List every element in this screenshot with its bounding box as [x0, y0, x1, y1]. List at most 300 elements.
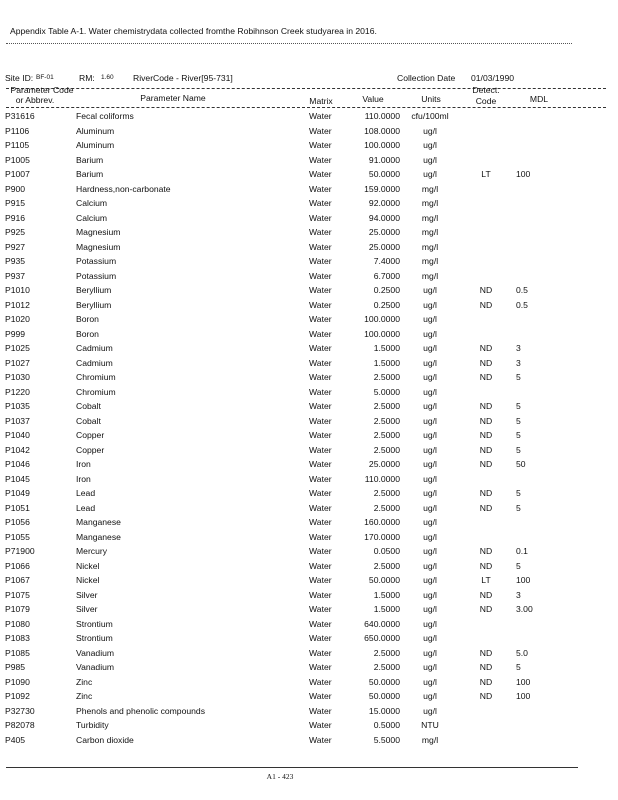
row-units: ug/l [423, 531, 437, 542]
row-parameter-name: Carbon dioxide [76, 734, 134, 745]
row-detect-code: ND [479, 401, 493, 411]
row-code: P900 [5, 183, 26, 194]
row-value: 2.5000 [373, 560, 400, 571]
row-value: 50.0000 [368, 169, 400, 179]
row-detect-code: LT [481, 169, 491, 179]
row-code: P1049 [5, 488, 30, 498]
row-code: P1025 [5, 343, 30, 353]
row-code: P1027 [5, 357, 30, 368]
row-units: ug/l [423, 705, 437, 716]
row-code: P1007 [5, 169, 30, 179]
row-parameter-name: Calcium [76, 198, 108, 208]
row-value: 50.0000 [368, 691, 400, 701]
row-matrix: Water [309, 256, 332, 266]
row-code: P1079 [5, 604, 30, 614]
row-mdl: 0.5 [516, 299, 528, 310]
site-info-line [5, 73, 605, 85]
row-mdl: 5 [516, 430, 521, 440]
row-code: P937 [5, 270, 26, 281]
site-id-label: Site ID: [5, 73, 34, 83]
row-matrix: Water [309, 662, 332, 672]
collection-date-label: Collection Date [397, 73, 456, 83]
header-code-line1: Parameter Code [10, 85, 74, 95]
row-matrix: Water [309, 531, 332, 542]
row-mdl: 0.5 [516, 285, 528, 295]
row-parameter-name: Manganese [76, 517, 121, 527]
row-matrix: Water [309, 386, 332, 397]
row-parameter-name: Iron [76, 459, 91, 469]
table-row [0, 631, 618, 646]
row-parameter-name: Nickel [76, 575, 100, 585]
row-parameter-name: Vanadium [76, 647, 115, 658]
row-parameter-name: Aluminum [76, 140, 115, 150]
row-mdl: 5 [516, 415, 521, 426]
row-code: P916 [5, 212, 26, 223]
row-units: mg/l [421, 198, 439, 208]
row-matrix: Water [309, 183, 332, 194]
row-detect-code: ND [479, 357, 493, 368]
row-matrix: Water [309, 212, 332, 223]
table-row [0, 399, 618, 414]
row-code: P1056 [5, 517, 30, 527]
row-matrix: Water [309, 299, 332, 310]
row-mdl: 3 [516, 357, 521, 368]
row-units: ug/l [423, 604, 437, 614]
row-mdl: 5 [516, 401, 521, 411]
row-value: 1.5000 [373, 357, 400, 368]
row-code: P1046 [5, 459, 30, 469]
row-value: 0.2500 [373, 299, 400, 310]
row-detect-code: ND [479, 285, 493, 295]
row-parameter-name: Barium [76, 154, 104, 165]
row-value: 2.5000 [373, 430, 400, 440]
row-code: P925 [5, 227, 26, 237]
page-number: A1 - 423 [266, 772, 294, 781]
row-mdl: 100 [516, 691, 531, 701]
row-units: ug/l [423, 488, 437, 498]
row-matrix: Water [309, 357, 332, 368]
row-units: ug/l [423, 459, 437, 469]
row-matrix: Water [309, 720, 332, 730]
row-units: ug/l [423, 328, 437, 339]
table-row [0, 327, 618, 342]
row-matrix: Water [309, 372, 332, 382]
table-row [0, 109, 618, 124]
row-parameter-name: Potassium [76, 256, 117, 266]
row-parameter-name: Beryllium [76, 285, 112, 295]
row-value: 25.0000 [368, 459, 400, 469]
row-code: P999 [5, 328, 26, 339]
row-code: P1092 [5, 691, 30, 701]
row-matrix: Water [309, 647, 332, 658]
row-mdl: 3 [516, 343, 521, 353]
row-parameter-name: Cadmium [76, 343, 113, 353]
row-parameter-name: Silver [76, 589, 98, 600]
row-detect-code: ND [479, 444, 493, 455]
row-value: 100.0000 [364, 328, 400, 339]
row-code: P1083 [5, 633, 30, 643]
row-matrix: Water [309, 560, 332, 571]
row-matrix: Water [309, 401, 332, 411]
row-units: ug/l [423, 154, 437, 165]
row-value: 25.0000 [368, 241, 400, 252]
row-units: ug/l [423, 691, 437, 701]
table-row [0, 428, 618, 443]
row-detect-code: ND [479, 676, 493, 687]
header-detect-line2: Code [475, 96, 497, 106]
header-parameter-name: Parameter Name [140, 93, 206, 103]
row-mdl: 0.1 [516, 546, 528, 556]
row-matrix: Water [309, 546, 332, 556]
row-code: P1020 [5, 314, 30, 324]
row-value: 100.0000 [364, 140, 400, 150]
row-units: ug/l [423, 125, 437, 136]
row-units: ug/l [423, 386, 437, 397]
row-units: ug/l [423, 560, 437, 571]
row-code: P915 [5, 198, 26, 208]
row-detect-code: ND [479, 604, 493, 614]
row-units: ug/l [423, 662, 437, 672]
row-units: ug/l [423, 502, 437, 513]
header-top-rule [6, 88, 606, 89]
row-value: 2.5000 [373, 444, 400, 455]
row-mdl: 5.0 [516, 647, 528, 658]
row-parameter-name: Fecal coliforms [76, 111, 134, 121]
row-value: 0.0500 [373, 546, 400, 556]
row-code: P1045 [5, 473, 30, 484]
row-parameter-name: Calcium [76, 212, 108, 223]
row-units: ug/l [423, 169, 437, 179]
row-detect-code: ND [479, 589, 493, 600]
row-value: 170.0000 [364, 531, 400, 542]
row-parameter-name: Chromium [76, 386, 116, 397]
row-units: ug/l [423, 589, 437, 600]
data-table [0, 109, 618, 747]
row-code: P1075 [5, 589, 30, 600]
table-title: Appendix Table A-1. Water chemistrydata collected fromthe Robihnson Creek studyarea in 2016. [10, 26, 377, 36]
row-parameter-name: Lead [76, 488, 96, 498]
row-mdl: 3 [516, 589, 521, 600]
header-code-line2: or Abbrev. [15, 95, 55, 105]
row-parameter-name: Hardness,non-carbonate [76, 183, 171, 194]
table-row [0, 733, 618, 748]
row-matrix: Water [309, 676, 332, 687]
row-value: 7.4000 [373, 256, 400, 266]
row-matrix: Water [309, 270, 332, 281]
row-matrix: Water [309, 343, 332, 353]
row-code: P1037 [5, 415, 30, 426]
row-parameter-name: Mercury [76, 546, 108, 556]
row-value: 25.0000 [368, 227, 400, 237]
row-parameter-name: Strontium [76, 618, 113, 629]
row-matrix: Water [309, 169, 332, 179]
row-code: P1030 [5, 372, 30, 382]
row-mdl: 3.00 [516, 604, 533, 614]
row-parameter-name: Chromium [76, 372, 116, 382]
table-row [0, 443, 618, 458]
row-matrix: Water [309, 705, 332, 716]
row-value: 2.5000 [373, 415, 400, 426]
row-matrix: Water [309, 140, 332, 150]
table-row [0, 660, 618, 675]
row-parameter-name: Zinc [76, 676, 93, 687]
table-row [0, 718, 618, 733]
row-mdl: 100 [516, 676, 531, 687]
row-code: P1010 [5, 285, 30, 295]
row-parameter-name: Potassium [76, 270, 117, 281]
row-value: 91.0000 [368, 154, 400, 165]
row-units: NTU [421, 720, 439, 730]
row-code: P1080 [5, 618, 30, 629]
row-detect-code: ND [479, 488, 493, 498]
row-units: mg/l [421, 256, 439, 266]
rm-label: RM: [79, 73, 95, 83]
row-units: mg/l [421, 212, 439, 223]
row-code: P1042 [5, 444, 30, 455]
row-value: 92.0000 [368, 198, 400, 208]
row-matrix: Water [309, 444, 332, 455]
row-value: 2.5000 [373, 662, 400, 672]
row-matrix: Water [309, 633, 332, 643]
row-parameter-name: Nickel [76, 560, 100, 571]
row-value: 2.5000 [373, 647, 400, 658]
table-row [0, 414, 618, 429]
row-parameter-name: Lead [76, 502, 96, 513]
table-row [0, 689, 618, 704]
row-units: ug/l [423, 633, 437, 643]
table-row [0, 341, 618, 356]
row-detect-code: ND [479, 343, 493, 353]
row-units: ug/l [423, 285, 437, 295]
row-parameter-name: Iron [76, 473, 91, 484]
row-mdl: 100 [516, 575, 531, 585]
row-value: 0.2500 [373, 285, 400, 295]
row-detect-code: LT [481, 575, 491, 585]
row-units: ug/l [423, 517, 437, 527]
row-detect-code: ND [479, 299, 493, 310]
row-value: 5.5000 [373, 734, 400, 745]
row-parameter-name: Cobalt [76, 415, 101, 426]
row-value: 2.5000 [373, 502, 400, 513]
table-row [0, 254, 618, 269]
row-value: 0.5000 [373, 720, 400, 730]
footer-rule [6, 767, 578, 768]
row-units: ug/l [423, 444, 437, 455]
row-mdl: 5 [516, 488, 521, 498]
row-value: 110.0000 [364, 473, 400, 484]
row-value: 160.0000 [364, 517, 400, 527]
row-code: P1035 [5, 401, 30, 411]
row-parameter-name: Boron [76, 314, 99, 324]
table-row [0, 312, 618, 327]
row-matrix: Water [309, 604, 332, 614]
table-row [0, 225, 618, 240]
row-mdl: 50 [516, 459, 526, 469]
table-row [0, 559, 618, 574]
row-parameter-name: Copper [76, 444, 105, 455]
table-row [0, 356, 618, 371]
rm-value: 1.60 [101, 74, 114, 81]
row-code: P31616 [5, 111, 35, 121]
table-row [0, 124, 618, 139]
row-matrix: Water [309, 125, 332, 136]
row-code: P1055 [5, 531, 30, 542]
title-divider [6, 43, 572, 44]
row-units: ug/l [423, 575, 437, 585]
row-code: P985 [5, 662, 26, 672]
row-matrix: Water [309, 227, 332, 237]
table-row [0, 457, 618, 472]
row-parameter-name: Magnesium [76, 241, 121, 252]
row-code: P1106 [5, 125, 30, 136]
table-row [0, 240, 618, 255]
header-detect-line1: Detect. [472, 85, 500, 95]
row-mdl: 5 [516, 444, 521, 455]
table-row [0, 283, 618, 298]
row-units: ug/l [423, 140, 437, 150]
table-row [0, 646, 618, 661]
row-parameter-name: Magnesium [76, 227, 121, 237]
row-value: 108.0000 [364, 125, 400, 136]
row-matrix: Water [309, 285, 332, 295]
row-mdl: 5 [516, 560, 521, 571]
row-matrix: Water [309, 314, 332, 324]
row-detect-code: ND [479, 691, 493, 701]
row-units: ug/l [423, 415, 437, 426]
row-units: ug/l [423, 314, 437, 324]
row-units: cfu/100ml [411, 111, 449, 121]
row-code: P1012 [5, 299, 30, 310]
table-row [0, 704, 618, 719]
table-row [0, 370, 618, 385]
row-matrix: Water [309, 111, 332, 121]
site-id-value: BF-01 [36, 74, 54, 81]
header-value: Value [362, 94, 384, 104]
table-row [0, 472, 618, 487]
row-units: mg/l [421, 734, 439, 745]
row-code: P1105 [5, 140, 30, 150]
row-units: ug/l [423, 473, 437, 484]
row-value: 650.0000 [364, 633, 400, 643]
row-matrix: Water [309, 241, 332, 252]
row-parameter-name: Cobalt [76, 401, 101, 411]
row-parameter-name: Boron [76, 328, 99, 339]
row-matrix: Water [309, 589, 332, 600]
header-matrix: Matrix [309, 96, 333, 106]
row-value: 50.0000 [368, 575, 400, 585]
row-value: 50.0000 [368, 676, 400, 687]
row-units: ug/l [423, 401, 437, 411]
row-mdl: 100 [516, 169, 531, 179]
row-parameter-name: Beryllium [76, 299, 112, 310]
row-code: P71900 [5, 546, 35, 556]
row-units: mg/l [421, 241, 439, 252]
table-row [0, 501, 618, 516]
row-units: ug/l [423, 372, 437, 382]
table-row [0, 486, 618, 501]
row-matrix: Water [309, 734, 332, 745]
row-value: 2.5000 [373, 488, 400, 498]
row-matrix: Water [309, 473, 332, 484]
row-parameter-name: Silver [76, 604, 98, 614]
collection-date-value: 01/03/1990 [471, 73, 515, 83]
row-code: P32730 [5, 705, 35, 716]
table-row [0, 602, 618, 617]
table-row [0, 530, 618, 545]
row-detect-code: ND [479, 560, 493, 571]
row-detect-code: ND [479, 459, 493, 469]
row-code: P1085 [5, 647, 30, 658]
row-detect-code: ND [479, 415, 493, 426]
row-value: 110.0000 [364, 111, 400, 121]
table-row [0, 544, 618, 559]
row-units: mg/l [421, 270, 439, 281]
row-units: ug/l [423, 357, 437, 368]
row-matrix: Water [309, 488, 332, 498]
row-parameter-name: Cadmium [76, 357, 113, 368]
row-code: P927 [5, 241, 26, 252]
row-parameter-name: Strontium [76, 633, 113, 643]
river-code: RiverCode - River[95-731] [133, 73, 233, 83]
row-detect-code: ND [479, 546, 493, 556]
table-row [0, 588, 618, 603]
row-value: 5.0000 [373, 386, 400, 397]
table-row [0, 298, 618, 313]
row-detect-code: ND [479, 662, 493, 672]
row-code: P405 [5, 734, 26, 745]
row-parameter-name: Phenols and phenolic compounds [76, 705, 205, 716]
row-value: 1.5000 [373, 604, 400, 614]
row-parameter-name: Aluminum [76, 125, 115, 136]
row-code: P1066 [5, 560, 30, 571]
header-units: Units [421, 94, 441, 104]
row-value: 159.0000 [364, 183, 400, 194]
table-row [0, 617, 618, 632]
table-row [0, 182, 618, 197]
row-parameter-name: Copper [76, 430, 105, 440]
row-matrix: Water [309, 517, 332, 527]
row-units: mg/l [421, 183, 439, 194]
row-code: P935 [5, 256, 26, 266]
table-row [0, 573, 618, 588]
row-matrix: Water [309, 575, 332, 585]
row-value: 1.5000 [373, 343, 400, 353]
row-detect-code: ND [479, 502, 493, 513]
header-mdl: MDL [529, 94, 549, 104]
row-value: 15.0000 [368, 705, 400, 716]
table-row [0, 385, 618, 400]
row-matrix: Water [309, 154, 332, 165]
row-value: 640.0000 [364, 618, 400, 629]
row-units: ug/l [423, 343, 437, 353]
row-code: P1005 [5, 154, 30, 165]
row-mdl: 5 [516, 372, 521, 382]
table-row [0, 167, 618, 182]
row-matrix: Water [309, 328, 332, 339]
row-units: ug/l [423, 676, 437, 687]
row-units: ug/l [423, 430, 437, 440]
row-code: P1090 [5, 676, 30, 687]
row-code: P1051 [5, 502, 30, 513]
table-row [0, 138, 618, 153]
row-mdl: 5 [516, 662, 521, 672]
row-matrix: Water [309, 415, 332, 426]
table-row [0, 153, 618, 168]
row-matrix: Water [309, 691, 332, 701]
table-row [0, 269, 618, 284]
row-value: 6.7000 [373, 270, 400, 281]
row-units: mg/l [421, 227, 439, 237]
